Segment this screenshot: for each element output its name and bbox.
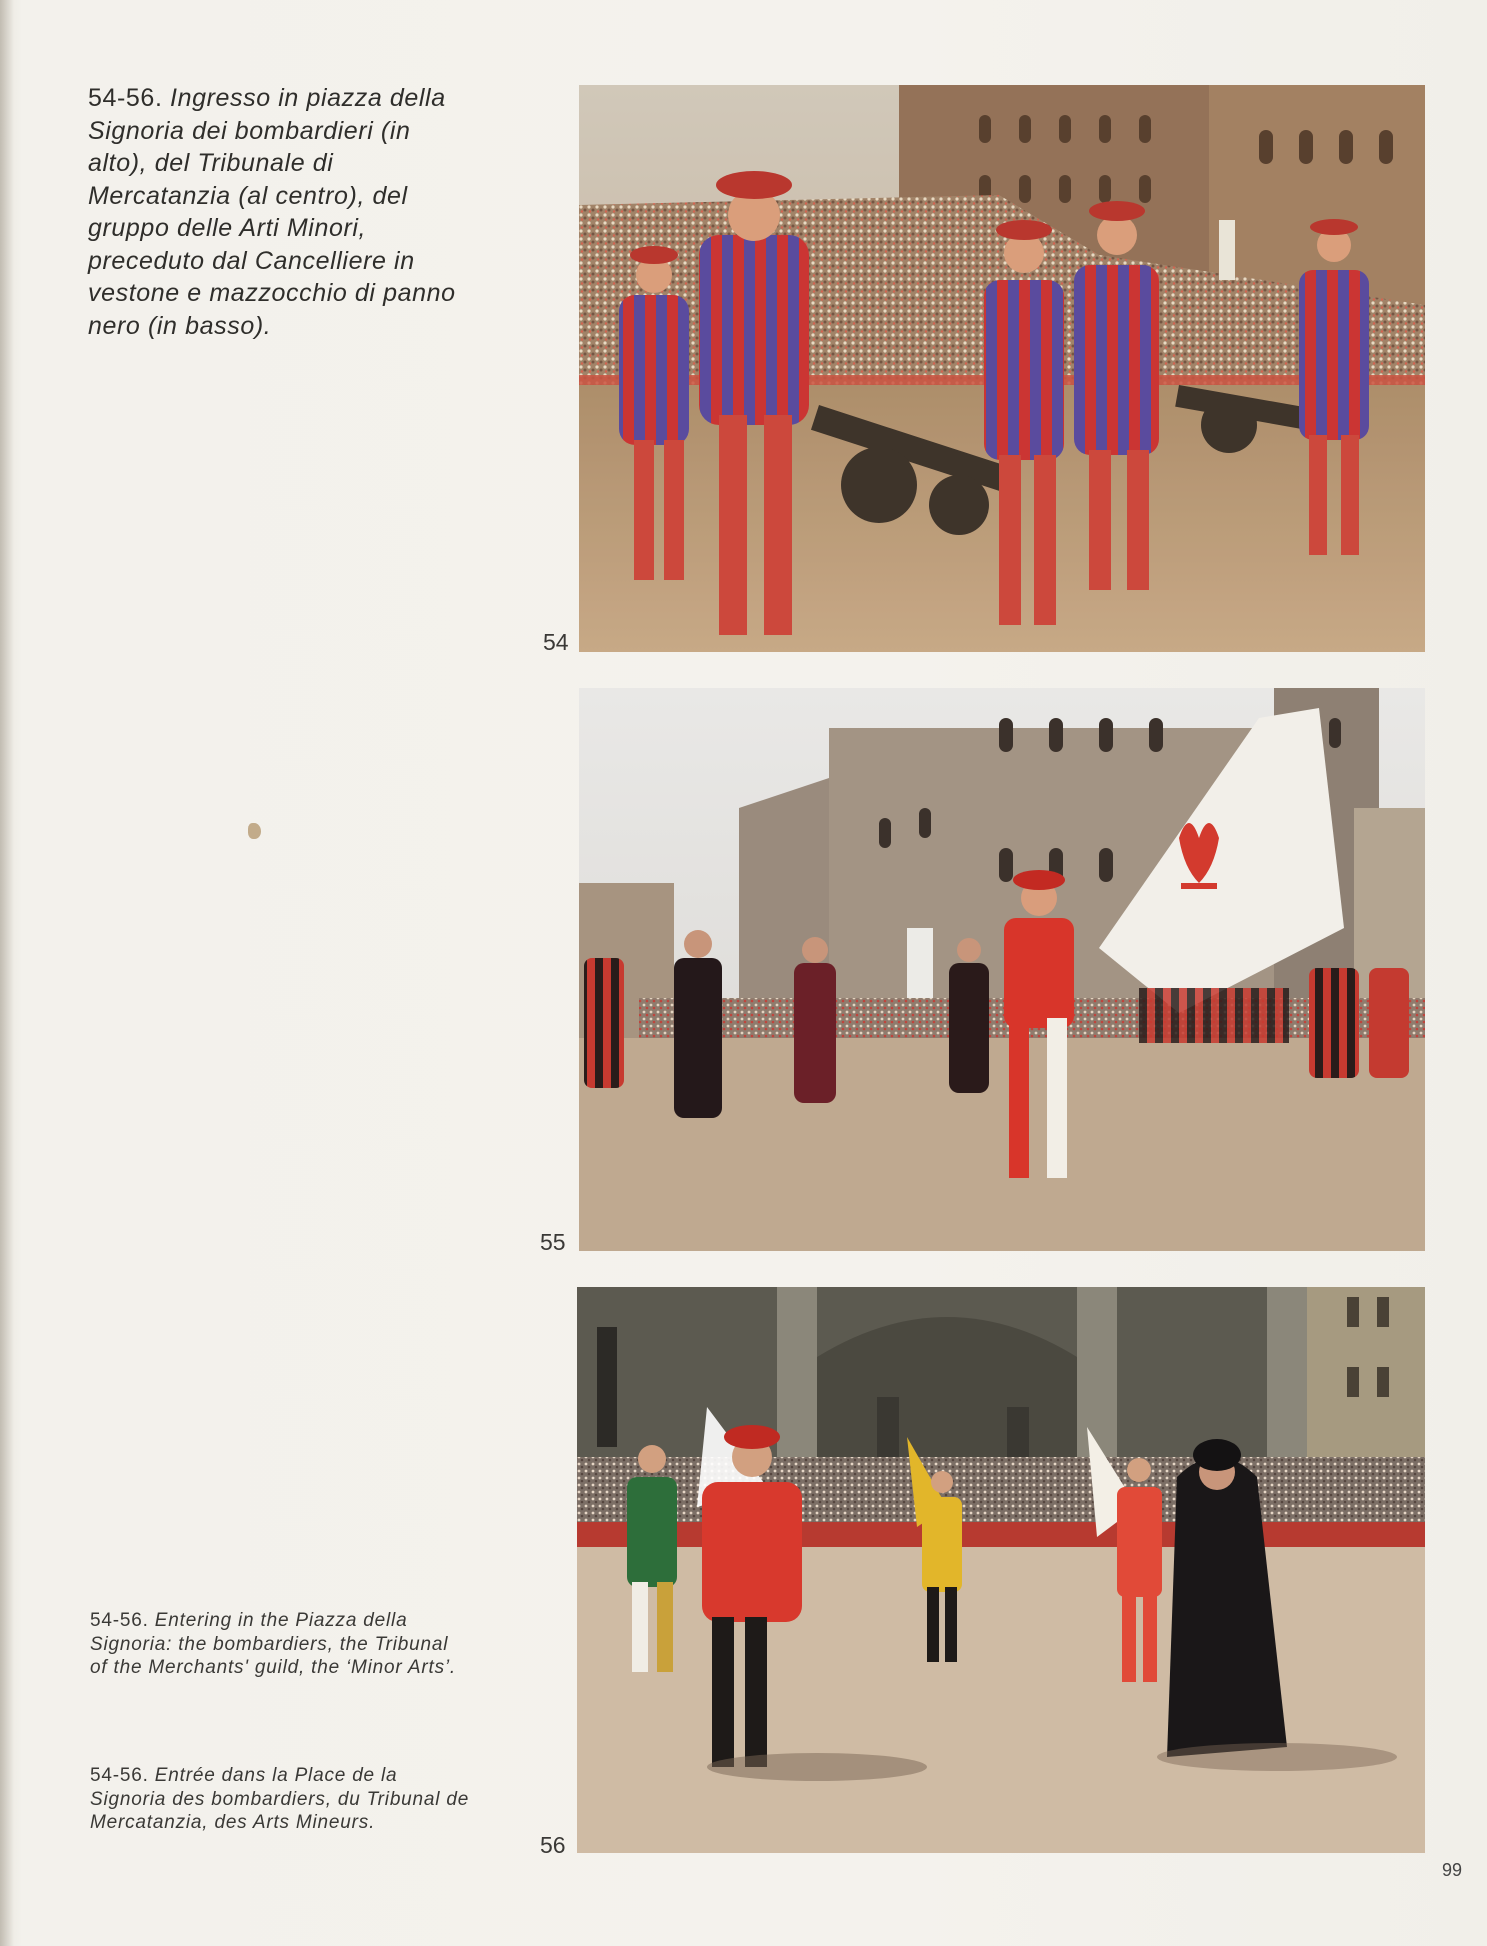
caption-english-number: 54-56. [90,1610,149,1631]
caption-french-number: 54-56. [90,1765,149,1786]
photo-54-bombardiers [579,85,1425,652]
page-number: 99 [1442,1860,1463,1880]
figure-number-54: 54 [543,629,569,655]
paper-stain [248,823,261,839]
caption-italian-number: 54-56. [88,84,163,112]
gutter-shadow [0,0,14,1946]
figure-number-55: 55 [540,1229,566,1255]
caption-english-text: Entering in the Piazza della Signoria: the bombardiers, the Tribunal of the Merchants' guild, the ‘Minor Arts’. [90,1610,456,1678]
caption-italian [88,82,458,342]
figure-number-56: 56 [540,1832,566,1858]
caption-italian-text: Ingresso in piazza della Signoria dei bombardieri (in alto), del Tribunale di Mercatanzia (al centro), del gruppo delle Arti Minori, preceduto dal Cancelliere in vestone e mazzocchio di panno nero (in basso). [88,84,456,340]
caption-french [90,1764,470,1835]
caption-french-text: Entrée dans la Place de la Signoria des bombardiers, du Tribunal de Mercatanzia, des Arts Mineurs. [90,1765,470,1833]
caption-english [90,1609,470,1680]
photo-55-tribunal [579,688,1425,1251]
photo-56-minor-arts [577,1287,1425,1853]
